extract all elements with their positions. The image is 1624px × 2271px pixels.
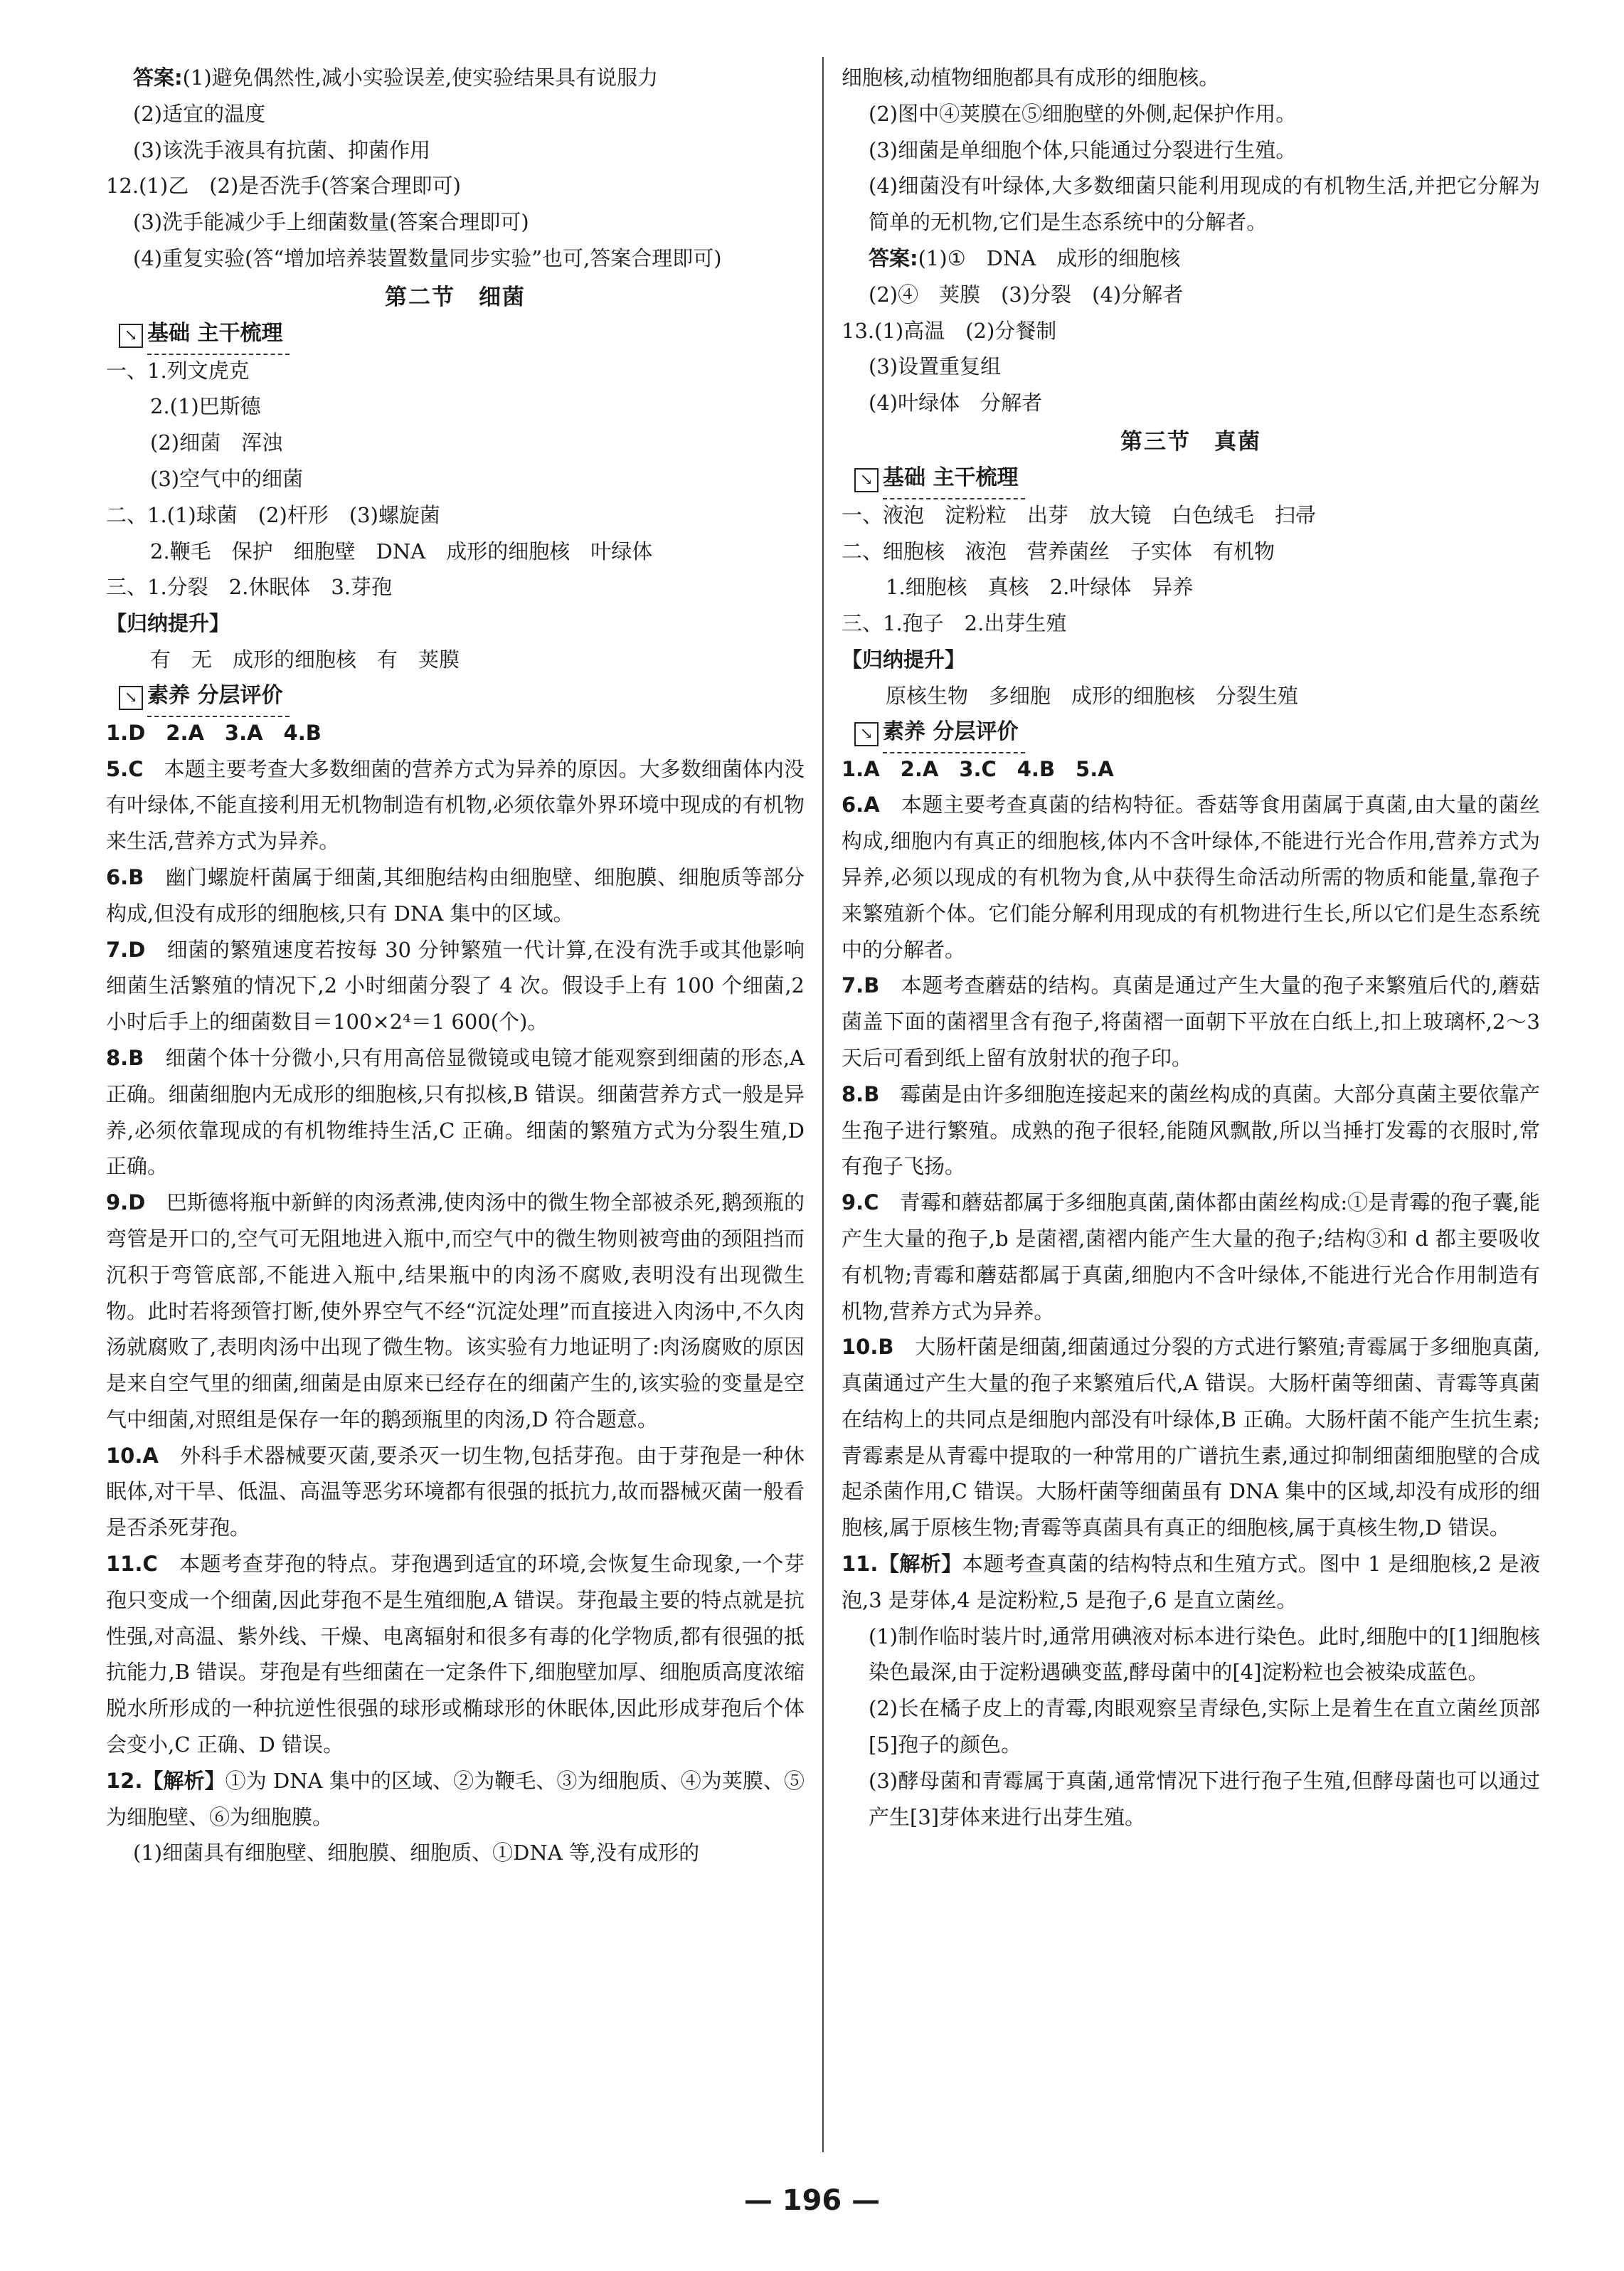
answer-line: 答案:(1)① DNA 成形的细胞核	[869, 245, 1181, 270]
question-7: 7.B 本题考查蘑菇的结构。真菌是通过产生大量的孢子来繁殖后代的,蘑菇菌盖下面的菌褶里含有孢子,将菌褶一面朝下平放在白纸上,扣上玻璃杯,2～3 天后可看到纸上留有放射状的孢子印。	[842, 973, 1540, 1070]
text-line: (3)细菌是单细胞个体,只能通过分裂进行生殖。	[869, 137, 1297, 162]
text-line: 二、细胞核 液泡 营养菌丝 子实体 有机物	[842, 539, 1275, 563]
question-11-analysis: 11.【解析】本题考查真菌的结构特点和生殖方式。图中 1 是细胞核,2 是液泡,3 是芽体,4 是淀粉粒,5 是孢子,6 是直立菌丝。	[842, 1552, 1541, 1612]
text-line: (2)长在橘子皮上的青霉,肉眼观察呈青绿色,实际上是着生在直立菌丝顶部[5]孢子的颜色。	[869, 1696, 1540, 1757]
column-divider	[822, 57, 824, 2152]
question-8: 8.B 细菌个体十分微小,只有用高倍显微镜或电镜才能观察到细菌的形态,A 正确。细菌细胞内无成形的细胞核,只有拟核,B 错误。细菌营养方式一般是异养,必须依靠现成的有机物维持生活,C 正确。细菌的繁殖方式为分裂生殖,D 正确。	[106, 1045, 805, 1179]
summary-tag: 【归纳提升】	[842, 647, 966, 672]
banner-label: 基础 主干梳理	[883, 460, 1025, 499]
text-line: 细胞核,动植物细胞都具有成形的细胞核。	[842, 65, 1220, 90]
left-column	[106, 60, 805, 1871]
arrow-icon: ↘	[119, 324, 143, 348]
banner-label: 素养 分层评价	[147, 678, 290, 717]
answers-line: 1.D 2.A 3.A 4.B	[106, 720, 322, 745]
text-line: (3)洗手能减少手上细菌数量(答案合理即可)	[133, 210, 529, 235]
text-line: 2.鞭毛 保护 细胞壁 DNA 成形的细胞核 叶绿体	[150, 539, 653, 563]
question-9: 9.D 巴斯德将瓶中新鲜的肉汤煮沸,使肉汤中的微生物全部被杀死,鹅颈瓶的弯管是开口的,空气可无阻地进入瓶中,而空气中的微生物则被弯曲的颈阻挡而沉积于弯管底部,不能进入瓶中,结果瓶中的肉汤不腐败,表明没有出现微生物。此时若将颈管打断,使外界空气不经“沉淀处理”而直接进入肉汤中,不久肉汤就腐败了,表明肉汤中出现了微生物。该实验有力地证明了:肉汤腐败的原因是来自空气里的细菌,细菌是由原来已经存在的细菌产生的,该实验的变量是空气中细菌,对照组是保存一年的鹅颈瓶里的肉汤,D 符合题意。	[106, 1190, 805, 1431]
text-line: 原核生物 多细胞 成形的细胞核 分裂生殖	[886, 683, 1299, 708]
text-line: (4)重复实验(答“增加培养装置数量同步实验”也可,答案合理即可)	[133, 245, 722, 270]
text-line: (3)设置重复组	[869, 354, 1002, 379]
question-10: 10.A 外科手术器械要灭菌,要杀灭一切生物,包括芽孢。由于芽孢是一种休眠体,对干旱、低温、高温等恶劣环境都有很强的抵抗力,故而器械灭菌一般看是否杀死芽孢。	[106, 1443, 805, 1540]
question-13: 13.(1)高温 (2)分餐制	[842, 318, 1057, 343]
text-line: 三、1.孢子 2.出芽生殖	[842, 611, 1067, 636]
text-line: (4)叶绿体 分解者	[869, 391, 1043, 415]
section-banner	[854, 719, 1540, 750]
text-line: (1)细菌具有细胞壁、细胞膜、细胞质、①DNA 等,没有成形的	[133, 1841, 700, 1865]
answers-line: 1.A 2.A 3.C 4.B 5.A	[842, 756, 1114, 781]
question-9: 9.C 青霉和蘑菇都属于多细胞真菌,菌体都由菌丝构成:①是青霉的孢子囊,能产生大量的孢子,b 是菌褶,菌褶内能产生大量的孢子;结构③和 d 都主要吸收有机物;青霉和蘑菇都属于真菌,细胞内不含叶绿体,不能进行光合作用制造有机物,营养方式为异养。	[842, 1190, 1540, 1323]
question-10: 10.B 大肠杆菌是细菌,细菌通过分裂的方式进行繁殖;青霉属于多细胞真菌,真菌通过产生大量的孢子来繁殖后代,A 错误。大肠杆菌等细菌、青霉等真菌在结构上的共同点是细胞内部没有叶绿体,B 正确。大肠杆菌不能产生抗生素;青霉素是从青霉中提取的一种常用的广谱抗生素,通过抑制细菌细胞壁的合成起杀菌作用,C 错误。大肠杆菌等细菌虽有 DNA 集中的区域,却没有成形的细胞核,属于原核生物;青霉等真菌具有真正的细胞核,属于真核生物,D 错误。	[842, 1335, 1540, 1540]
summary-tag: 【归纳提升】	[106, 611, 230, 636]
question-12-analysis: 12.【解析】①为 DNA 集中的区域、②为鞭毛、③为细胞质、④为荚膜、⑤为细胞壁、⑥为细胞膜。	[106, 1768, 805, 1829]
text-line: 有 无 成形的细胞核 有 荚膜	[150, 647, 460, 672]
question-6: 6.B 幽门螺旋杆菌属于细菌,其细胞结构由细胞壁、细胞膜、细胞质等部分构成,但没有成形的细胞核,只有 DNA 集中的区域。	[106, 864, 805, 926]
section-banner	[119, 682, 805, 714]
section-title-fungi: 第三节 真菌	[1120, 428, 1261, 455]
text-line: (2)细菌 浑浊	[150, 430, 283, 455]
text-line: (1)制作临时装片时,通常用碘液对标本进行染色。此时,细胞中的[1]细胞核染色最深,由于淀粉遇碘变蓝,酵母菌中的[4]淀粉粒也会被染成蓝色。	[869, 1624, 1540, 1685]
text-line: (2)④ 荚膜 (3)分裂 (4)分解者	[869, 282, 1184, 307]
text-line: 1.细胞核 真核 2.叶绿体 异养	[886, 575, 1194, 600]
question-7: 7.D 细菌的繁殖速度若按每 30 分钟繁殖一代计算,在没有洗手或其他影响细菌生活繁殖的情况下,2 小时细菌分裂了 4 次。假设手上有 100 个细菌,2 小时后手上的细菌数目＝100×2⁴＝1 600(个)。	[106, 937, 805, 1034]
right-column	[842, 60, 1540, 1835]
text-line: (4)细菌没有叶绿体,大多数细菌只能利用现成的有机物生活,并把它分解为简单的无机物,它们是生态系统中的分解者。	[869, 174, 1540, 235]
text-line: 一、液泡 淀粉粒 出芽 放大镜 白色绒毛 扫帚	[842, 502, 1317, 527]
question-12: 12.(1)乙 (2)是否洗手(答案合理即可)	[106, 174, 461, 198]
text-line: (3)酵母菌和青霉属于真菌,通常情况下进行孢子生殖,但酵母菌也可以通过产生[3]芽体来进行出芽生殖。	[869, 1768, 1540, 1829]
arrow-icon: ↘	[854, 722, 879, 746]
text-line: 二、1.(1)球菌 (2)杆形 (3)螺旋菌	[106, 502, 440, 527]
banner-label: 素养 分层评价	[883, 714, 1025, 753]
text-line: (2)图中④荚膜在⑤细胞壁的外侧,起保护作用。	[869, 101, 1297, 126]
question-8: 8.B 霉菌是由许多细胞连接起来的菌丝构成的真菌。大部分真菌主要依靠产生孢子进行繁殖。成熟的孢子很轻,能随风飘散,所以当捶打发霉的衣服时,常有孢子飞扬。	[842, 1081, 1540, 1179]
banner-label: 基础 主干梳理	[147, 316, 290, 355]
text-line: (2)适宜的温度	[133, 101, 266, 126]
text-line: 一、1.列文虎克	[106, 358, 250, 383]
text-line: 三、1.分裂 2.休眠体 3.芽孢	[106, 575, 393, 600]
arrow-icon: ↘	[854, 468, 879, 492]
text-line: (3)该洗手液具有抗菌、抑菌作用	[133, 137, 431, 162]
answer-line: 答案:(1)避免偶然性,减小实验误差,使实验结果具有说服力	[133, 65, 659, 90]
text-line: (3)空气中的细菌	[150, 466, 304, 491]
section-banner	[119, 320, 805, 351]
question-11: 11.C 本题考查芽孢的特点。芽孢遇到适宜的环境,会恢复生命现象,一个芽孢只变成一个细菌,因此芽孢不是生殖细胞,A 错误。芽孢最主要的特点就是抗性强,对高温、紫外线、干燥、电离辐射和很多有毒的化学物质,都有很强的抵抗能力,B 错误。芽孢是有些细菌在一定条件下,细胞壁加厚、细胞质高度浓缩脱水所形成的一种抗逆性很强的球形或椭球形的休眠体,因此形成芽孢后个体会变小,C 正确、D 错误。	[106, 1552, 805, 1757]
page-number: — 196 —	[743, 2184, 881, 2217]
text-line: 2.(1)巴斯德	[150, 394, 261, 419]
arrow-icon: ↘	[119, 686, 143, 710]
section-title-bacteria: 第二节 细菌	[385, 284, 526, 310]
question-6: 6.A 本题主要考查真菌的结构特征。香菇等食用菌属于真菌,由大量的菌丝构成,细胞内有真正的细胞核,体内不含叶绿体,不能进行光合作用,营养方式为异养,必须以现成的有机物为食,从中获得生命活动所需的物质和能量,靠孢子来繁殖新个体。它们能分解利用现成的有机物进行生长,所以它们是生态系统中的分解者。	[842, 793, 1540, 962]
question-5: 5.C 本题主要考查大多数细菌的营养方式为异养的原因。大多数细菌体内没有叶绿体,不能直接利用无机物制造有机物,必须依靠外界环境中现成的有机物来生活,营养方式为异养。	[106, 756, 805, 854]
section-banner	[854, 465, 1540, 496]
